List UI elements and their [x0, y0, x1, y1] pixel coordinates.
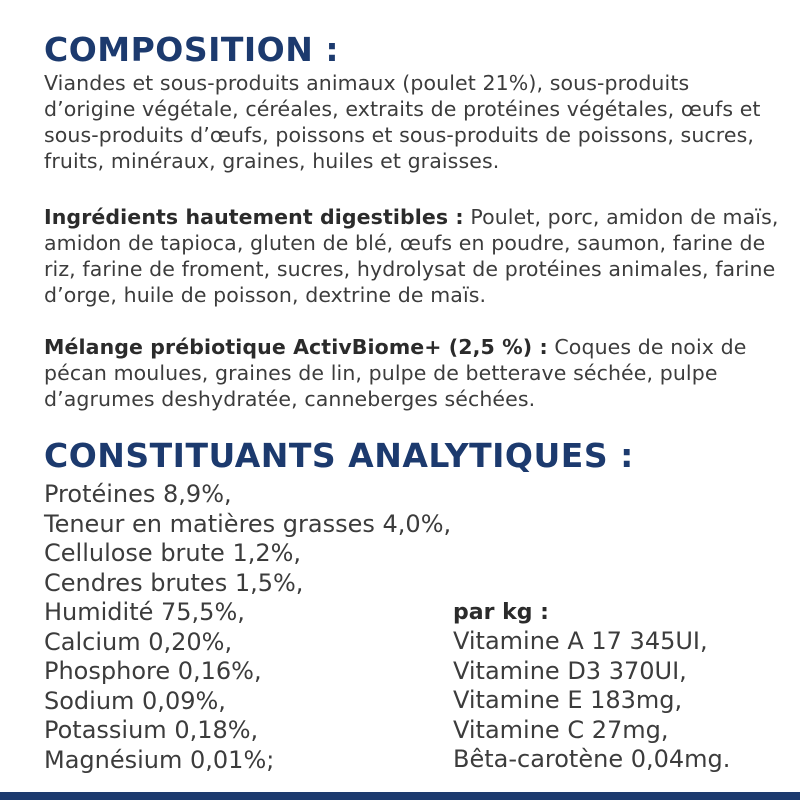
composition-heading: COMPOSITION :: [44, 30, 340, 69]
analytic-item-potassium: Potassium 0,18%,: [44, 716, 259, 744]
digestibles-paragraph: [44, 204, 784, 308]
composition-text: Viandes et sous-produits animaux (poulet 21%), sous-produits d’origine végétale, céréales, extraits de protéines végétales, œufs et sous-produits d’œufs, poissons et sous-produits de poissons, sucres, fruits, minéraux, graines, huiles et graisses.: [44, 71, 761, 173]
analytic-item-sodium: Sodium 0,09%,: [44, 686, 226, 715]
analytic-item-humidite: Humidité 75,5%,: [44, 598, 245, 626]
analytic-item-phosphore: Phosphore 0,16%,: [44, 657, 262, 685]
bottom-bar: [0, 792, 800, 800]
vitamin-item-e: Vitamine E 183mg,: [453, 686, 683, 714]
analytic-item-cellulose: Cellulose brute 1,2%,: [44, 539, 302, 567]
vitamin-item-a: Vitamine A 17 345UI,: [453, 627, 708, 655]
vitamin-item-beta-carotene: Bêta-carotène 0,04mg.: [453, 745, 731, 773]
analytic-list: [44, 480, 451, 775]
digestibles-label: Ingrédients hautement digestibles :: [44, 205, 464, 229]
constituants-heading: CONSTITUANTS ANALYTIQUES :: [44, 436, 634, 475]
digestibles-text: Poulet, porc, amidon de maïs, amidon de tapioca, gluten de blé, œufs en poudre, saumon, farine de riz, farine de froment, sucres, hydrolysat de protéines animales, farine d’orge, huile de poisson, dextrine de maïs.: [44, 205, 779, 307]
analytic-item-proteines: Protéines 8,9%,: [44, 480, 232, 508]
prebiotique-label: Mélange prébiotique ActivBiome+ (2,5 %) :: [44, 335, 548, 359]
vitamin-list: [453, 627, 730, 775]
vitamin-item-d3: Vitamine D3 370UI,: [453, 656, 687, 685]
analytic-item-cendres: Cendres brutes 1,5%,: [44, 568, 304, 597]
prebiotique-paragraph: [44, 334, 784, 412]
analytic-item-calcium: Calcium 0,20%,: [44, 627, 233, 656]
analytic-item-matieres-grasses: Teneur en matières grasses 4,0%,: [44, 509, 452, 538]
per-kg-label: par kg :: [453, 600, 549, 625]
vitamin-item-c: Vitamine C 27mg,: [453, 715, 669, 744]
analytic-item-magnesium: Magnésium 0,01%;: [44, 745, 275, 774]
prebiotique-text: Coques de noix de pécan moulues, graines de lin, pulpe de betterave séchée, pulpe d’agrumes deshydratée, canneberges séchées.: [44, 335, 747, 411]
